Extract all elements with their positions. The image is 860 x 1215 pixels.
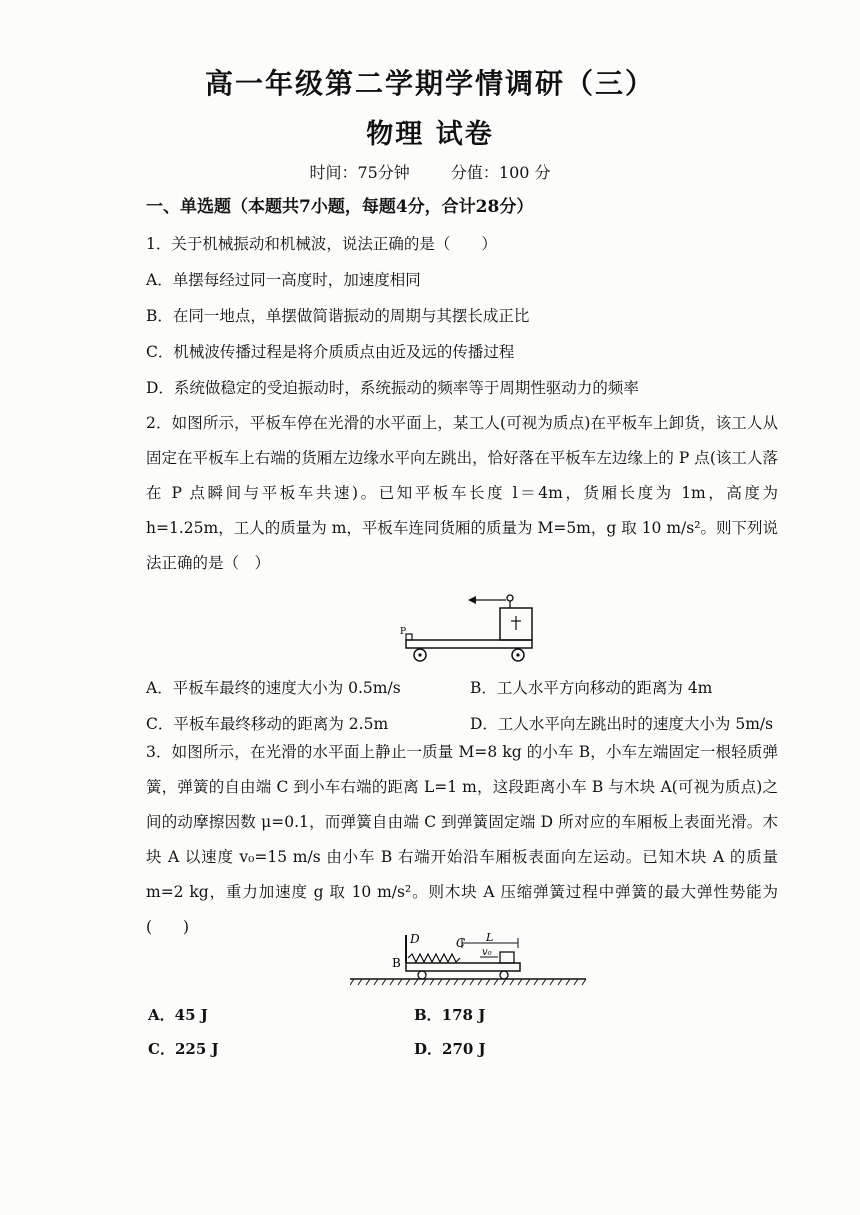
q2-option-d: D．工人水平向左跳出时的速度大小为 5m/s	[470, 715, 774, 733]
exam-title: 高一年级第二学期学情调研（三）	[204, 67, 655, 100]
q1-option-c: C．机械波传播过程是将介质质点由近及远的传播过程	[146, 343, 515, 361]
q3-figure-cart-spring	[350, 925, 590, 987]
section-heading: 一、单选题（本题共7小题，每题4分，合计28分）	[146, 197, 534, 217]
q2-option-c: C．平板车最终移动的距离为 2.5m	[146, 715, 389, 733]
q3-option-b: B．178 J	[414, 1006, 486, 1024]
q2-stem: 2．如图所示，平板车停在光滑的水平面上，某工人(可视为质点)在平板车上卸货，该工人从固定在平板车上右端的货厢左边缘水平向左跳出，恰好落在平板车左边缘上的 P 点(该工人落在 P 点瞬间与平板车共速)。已知平板车长度 l＝4m，货厢长度为 1m，高度为 h=1.25m，工人的质量为 m，平板车连同货厢的质量为 M=5m，g 取 10 m/s²。则下列说法正确的是（ ）	[146, 414, 778, 572]
q2-figure-p-label: P	[400, 627, 407, 637]
q1-option-d: D．系统做稳定的受迫振动时，系统振动的频率等于周期性驱动力的频率	[146, 379, 639, 397]
q3-option-c: C．225 J	[148, 1040, 219, 1058]
q3-option-a: A．45 J	[148, 1006, 208, 1024]
q1-option-b: B．在同一地点，单摆做简谐振动的周期与其摆长成正比	[146, 307, 530, 325]
q1-option-a: A．单摆每经过同一高度时，加速度相同	[146, 271, 421, 289]
q2-option-b: B．工人水平方向移动的距离为 4m	[470, 679, 713, 697]
q3-figure-label-v0: v₀	[482, 947, 492, 958]
exam-meta	[0, 160, 860, 183]
q3-figure-label-l: L	[486, 931, 494, 944]
q3-option-d: D．270 J	[414, 1040, 486, 1058]
q3-figure-label-d: D	[410, 932, 420, 946]
q3-stem: 3．如图所示，在光滑的水平面上静止一质量 M=8 kg 的小车 B，小车左端固定一根轻质弹簧，弹簧的自由端 C 到小车右端的距离 L=1 m，这段距离小车 B 与木块 A(可视为质点)之间的动摩擦因数 μ=0.1，而弹簧自由端 C 到弹簧固定端 D 所对应的车厢板上表面光滑。木块 A 以速度 v₀=15 m/s 由小车 B 右端开始沿车厢板表面向左运动。已知木块 A 的质量 m=2 kg，重力加速度 g 取 10 m/s²。则木块 A 压缩弹簧过程中弹簧的最大弹性势能为( )	[146, 743, 778, 936]
q2-option-a: A．平板车最终的速度大小为 0.5m/s	[146, 679, 401, 697]
exam-score: 分值：100 分	[450, 163, 551, 182]
exam-subject: 物理 试卷	[366, 119, 494, 150]
q3-figure-label-b: B	[392, 956, 401, 970]
q1-stem: 1．关于机械振动和机械波，说法正确的是（ ）	[146, 235, 497, 253]
q2-figure-flatbed-cart	[400, 590, 540, 665]
exam-time: 时间：75分钟	[309, 163, 410, 182]
q3-figure-label-c: C	[456, 936, 466, 950]
